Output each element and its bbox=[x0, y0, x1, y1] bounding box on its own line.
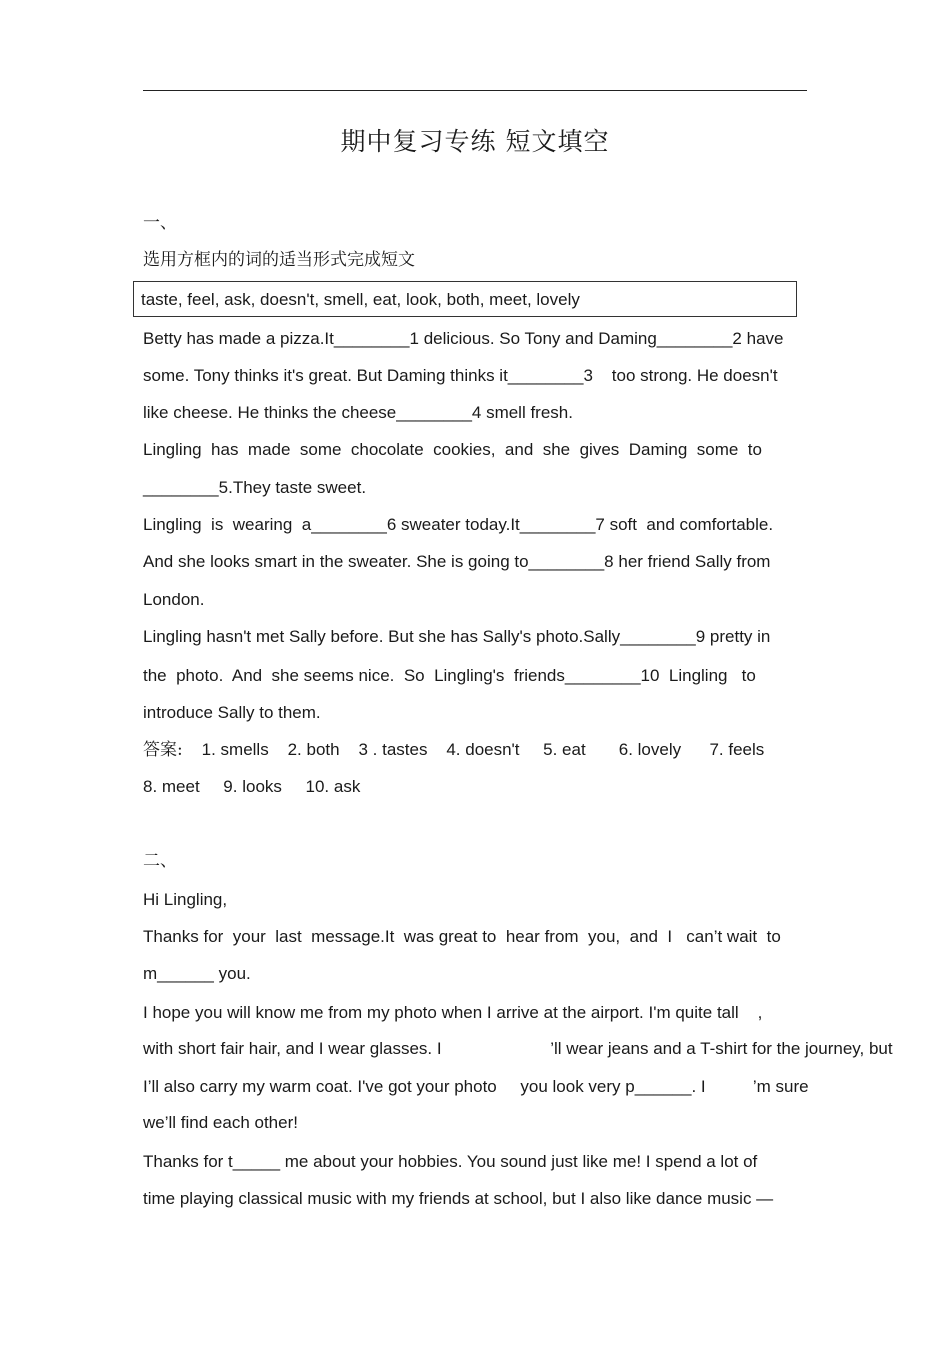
passage-1-line: the photo. And she seems nice. So Lingling's friends________10 Lingling to bbox=[143, 666, 756, 685]
passage-2-line: time playing classical music with my friends at school, but I also like dance music — bbox=[143, 1189, 774, 1208]
passage-2-line: Thanks for your last message.It was great to hear from you, and I can’t wait to bbox=[143, 927, 781, 946]
answer-line-1 bbox=[143, 739, 764, 761]
passage-1-line: And she looks smart in the sweater. She is going to________8 her friend Sally from bbox=[143, 552, 771, 571]
passage-1-line: Betty has made a pizza.It________1 delicious. So Tony and Daming________2 have bbox=[143, 329, 784, 348]
passage-1-line: Lingling hasn't met Sally before. But she has Sally's photo.Sally________9 pretty in bbox=[143, 627, 771, 646]
passage-2-line: Thanks for t_____ me about your hobbies. You sound just like me! I spend a lot of bbox=[143, 1152, 758, 1171]
page-title: 期中复习专练 短文填空 bbox=[340, 127, 610, 156]
word-box-text: taste, feel, ask, doesn't, smell, eat, look, both, meet, lovely bbox=[141, 290, 580, 309]
section-1-instruction: 选用方框内的词的适当形式完成短文 bbox=[143, 250, 415, 270]
section-1-number: 一、 bbox=[143, 213, 177, 233]
passage-1-line: Lingling is wearing a________6 sweater today.It________7 soft and comfortable. bbox=[143, 515, 774, 534]
top-rule bbox=[143, 90, 807, 91]
word-box bbox=[133, 281, 797, 317]
passage-1-line: like cheese. He thinks the cheese________4 smell fresh. bbox=[143, 403, 573, 422]
passage-2-line: I’ll also carry my warm coat. I've got your photo you look very p______. I ’m sure bbox=[143, 1077, 809, 1096]
passage-2-line: Hi Lingling, bbox=[143, 890, 228, 909]
passage-1-line: some. Tony thinks it's great. But Daming thinks it________3 too strong. He doesn't bbox=[143, 366, 778, 385]
passage-1-line: Lingling has made some chocolate cookies, and she gives Daming some to bbox=[143, 440, 762, 459]
passage-2-line: we’ll find each other! bbox=[143, 1113, 298, 1132]
answer-label: 答案: bbox=[143, 740, 183, 760]
passage-2-line: m______ you. bbox=[143, 964, 251, 983]
passage-1-line: London. bbox=[143, 590, 205, 609]
answers-text-2: 8. meet 9. looks 10. ask bbox=[143, 777, 361, 796]
section-2-number: 二、 bbox=[143, 851, 177, 871]
passage-2-line: I hope you will know me from my photo when I arrive at the airport. I'm quite tall , bbox=[143, 1003, 763, 1022]
passage-1-line: introduce Sally to them. bbox=[143, 703, 321, 722]
passage-1-line: ________5.They taste sweet. bbox=[143, 478, 367, 497]
passage-2-line: with short fair hair, and I wear glasses. I ’ll wear jeans and a T-shirt for the journey, but bbox=[143, 1039, 893, 1058]
answers-text-1: 1. smells 2. both 3 . tastes 4. doesn't 5. eat 6. lovely 7. feels bbox=[182, 740, 765, 759]
